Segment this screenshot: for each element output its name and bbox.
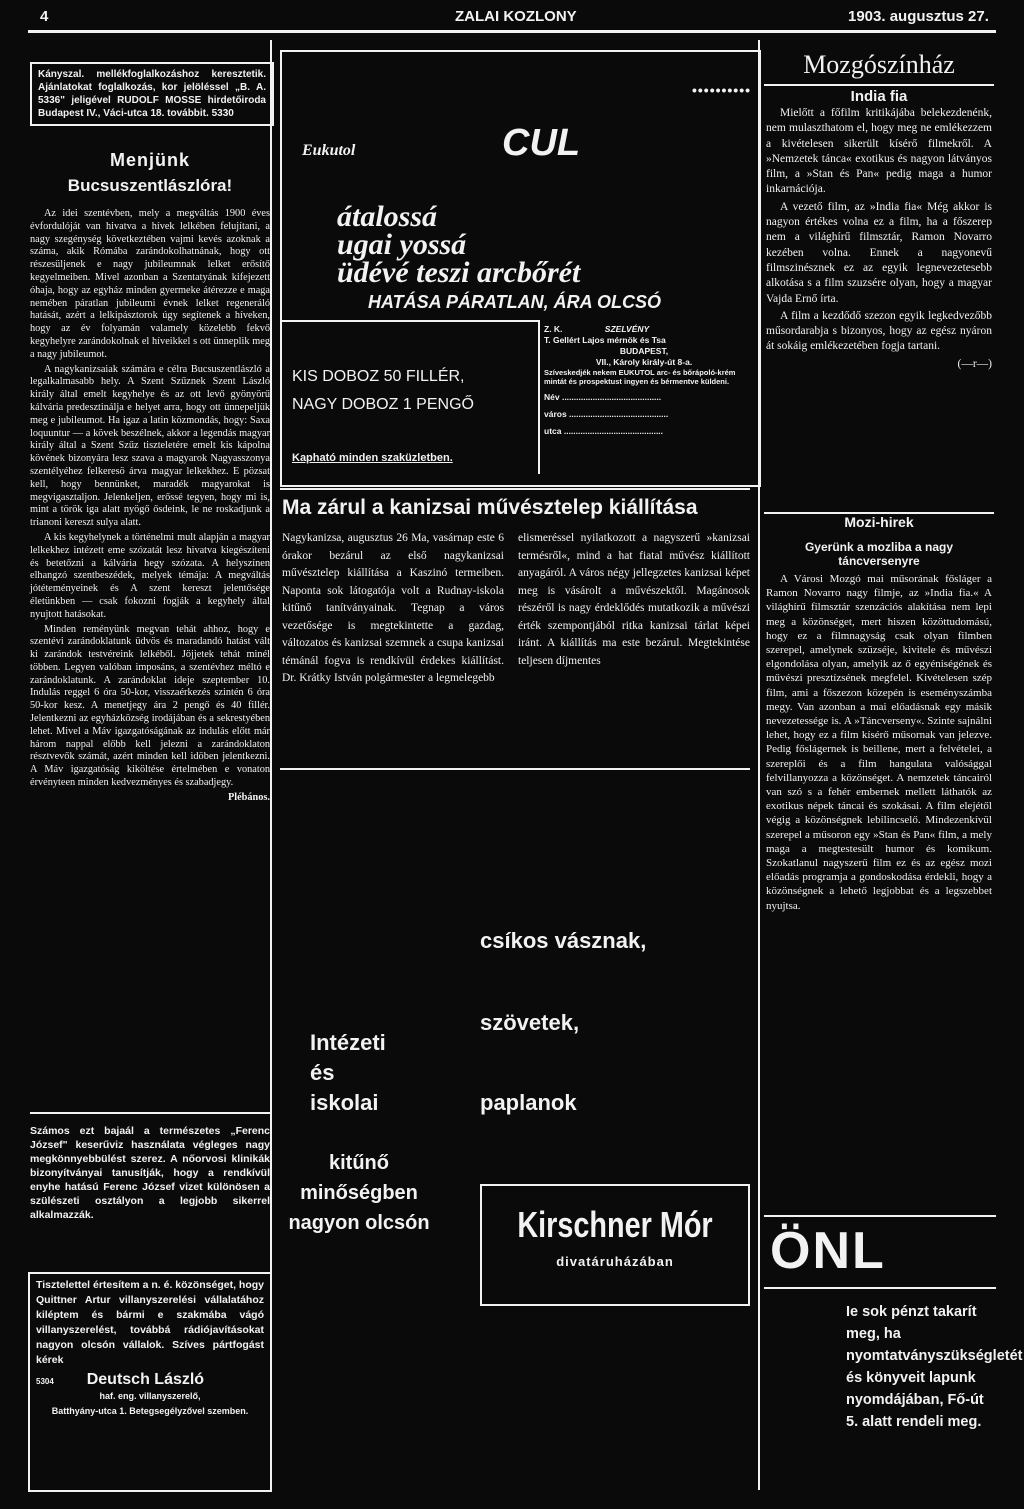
notice-title: Számos ezt bajaál a természetes — [30, 1125, 221, 1137]
article-signature: Plébános. — [227, 791, 270, 803]
review-paragraph: Mielőtt a főfilm kritikájába belekezdenénk, nem mulaszthatom el, hogy meg ne emlékezzem a kivételesen sikerült kísérő filmekről. A »Nemzetek tánca« exotikus és nagyon látványos film, a »Stan és Pan« pedig maga a humor inkarnációja. — [766, 107, 992, 196]
ad-slogan-3: üdévé teszi arcbőrét — [337, 256, 581, 289]
coupon-company: T. Gellért Lajos mérnök és Tsa — [544, 335, 666, 345]
header-rule — [28, 30, 996, 33]
article-paragraph: Minden reményünk megvan tehát ahhoz, hogy e szentévi zarándoklatunk üdvös és maradandó hatást vált ki zarándok testvéreink lelkéből. Jöjjetek tehát minél többen. Legyen valóban imposáns, a szentévhez méltó e zarándoklatunk. A zarándoklat ideje szeptember 10. Indulás reggel 6 óra 50-kor, visszaérkezés szintén 6 óra 50-kor kesz. A menetjegy ára 2 pengő és 40 fillér. Jelentkezni az egyházközség irodájában és a sekrestyében lehet. Mivel a Máv igazgatóságának az indulás előtt már három nappal előbb kell jelezni a zarándoklaton résztvevők számát, azért minden kell idöben jelentkezni. A Máv igazgatóság kiköltése értelmében e vonaton érvényteen minden kedvezményes és szabadjegy. — [30, 623, 270, 789]
article-paragraph: A nagykanizsaiak számára e célra Bucsuszentlászló a legalkalmasabb hely. A Szent Szűznek Szent László király által emelt kegyhelye és az ott levő gyönyörű kálvária predesztinálja e helyet arra, hogy ott ünnepeljük meg e jubileumot. Ha igaz a latin közmondás, hogy: Saxa loquuntur — a kövek beszélnek, akkor a legendás magyar király által a Szent Szűz tiszteletére emelt kis kápolna kövének bizonyára lesz szava a magyarok Nagyasszonya szentélyéhez felkeresö árva magyar lelkekhez. E pözsat kell, hogy bennünket, maradék magyarokat is megvigasztaljon. Jelenkeljen, erőssé tegyen, hogy mi is, mint a török iga alatt nyögő ősdeink, le ne roskadjunk a trianoni kereszt sulya alatt. — [30, 363, 270, 529]
kir-left-3: iskolai — [310, 1090, 379, 1115]
ad-logo: Eukutol — [302, 142, 356, 159]
divider — [30, 1112, 270, 1114]
page-number: 4 — [40, 8, 49, 25]
onl-big-text: ÖNL — [770, 1222, 886, 1280]
divider — [764, 84, 994, 86]
ad-banner: HATÁSA PÁRATLAN, ÁRA OLCSÓ — [368, 292, 661, 312]
kir-quality: kitűnő minőségben nagyon olcsón — [288, 1152, 430, 1234]
ad-slogan-1: átalossá — [337, 200, 438, 233]
coupon-address: VII., Károly király-út 8-a. — [595, 357, 693, 367]
headline-bucsuszentlaszlo: Bucsuszentlászlóra! — [67, 176, 233, 195]
divider — [280, 488, 750, 490]
deutsch-ad-address: Batthyány-utca 1. Betegsegélyzővel szemben. — [51, 1406, 249, 1416]
coupon-name-label: Név — [544, 392, 560, 402]
coupon-description: Szíveskedjék nekem EUKUTOL arc- és bőrápoló-krém mintát és prospektust ingyen és bérmentve küldeni. — [544, 368, 736, 386]
onl-ad — [764, 1215, 1023, 1502]
onl-text: Ie sok pénzt takarít meg, ha nyomtatványszükségletét és könyveit lapunk nyomdájában, Fő-út 5. alatt rendeli meg. — [846, 1304, 1023, 1430]
ferenc-jozsef-notice — [30, 1124, 270, 1222]
divider — [280, 768, 750, 770]
ad-price-box — [282, 320, 540, 474]
ad-stars: •••••••••• — [691, 82, 751, 98]
kir-name-box — [480, 1184, 750, 1306]
column-rule — [758, 40, 760, 1490]
kir-right-1: csíkos vásznak, — [480, 928, 647, 953]
film-title: India fia — [850, 88, 908, 105]
deutsch-ad-title: haf. eng. villanyszerelő, — [99, 1391, 201, 1401]
newspaper-title: ZALAI KOZLONY — [455, 8, 577, 25]
film-review — [766, 106, 992, 372]
kir-right-3: paplanok — [480, 1090, 577, 1115]
ad-price-large: NAGY DOBOZ 1 PENGŐ — [292, 396, 474, 413]
headline-menjunk: Menjünk — [109, 150, 190, 170]
kir-right-2: szövetek, — [480, 1010, 580, 1035]
ad-coupon: Z. K. SZELVÉNY T. Gellért Lajos mérnök és Tsa BUDAPEST, VII., Károly király-út 8-a. Szíveskedjék nekem EUKUTOL arc- és bőrápoló-krém mintát és prospektust ingyen és bérmentve küldeni. Név .......................................... város .......................................... utca .......................................... — [544, 324, 744, 437]
ad-availability: Kapható minden szaküzletben. — [292, 452, 453, 464]
news-subtitle: Gyerünk a mozliba a nagy táncversenyre — [804, 540, 954, 568]
news-title: Mozi-hirek — [844, 514, 914, 530]
issue-date: 1903. augusztus 27. — [848, 8, 989, 25]
kir-name: Kirschner Mór — [517, 1204, 713, 1245]
pilgrimage-article — [30, 208, 270, 805]
column-rule — [270, 40, 272, 1490]
deutsch-ad-number: 5304 — [36, 1377, 54, 1386]
news-body: A Városi Mozgó mai műsorának fősláger a Ramon Novarro nagy filmje, az »India fia.« A világhírű filmsztár szenzációs alakítása nem lepi meg a közönséget, mert hiszen közöttudomású, hogy ez a filmnagyság csak olyan filmben szerepel, amelynek szüzséje, kivitele és művészi elgondolása olyan, amelyik az ő egyéniségének és művészi presztízsének megfelel. Kivételesen szép film, ami a főszezon közepén is eseményszámba megy. Van azonban a mai előadásnak egy másik nevezetessége is. A »Táncverseny«. Szinte sajnálni lehet, hogy ez a film kísérő műsornak van jelezve. Pedig főslágernek is beillene, mert a felvételei, a szereplői és a film hangulata valósággal felvillanyozza a közönséget. A nemzetek táncairól van szó s a fehér embernek mellett láthatók az exotikus népek táncai és szokásai. A film elejétől végig a közönségnek lebilincselő. Mindezenkívül szerepel a műsoron egy »Stan és Pan« film, a mely maga a megtestesült humor és komikum. Szokatlanul nagyszerű film ez és az egész mozi előadás programja a gondoskodása érdekli, hogy a közönségnek a lehető legjobbat és a legszebbet nyujtsa. — [766, 573, 992, 912]
kirschner-ad — [280, 900, 750, 1480]
classified-ad: Kányszal. mellékfoglalkozáshoz keresztetik. Ajánlatokat foglalkozás, kor jelöléssel „B. A. 5336" jeligével RUDOLF MOSSE hirdetőiroda Budapest IV., Váci-utca 18. továbbit. 5330 — [30, 62, 274, 126]
exhibition-article-right: elismeréssel nyilatkozott a nagyszerű »kanizsai termésről«, mind a hat fiatal művész kiállított anyagáról. A város négy jellegzetes kanizsai képet meg is vásárolt a művészektől. Magánosok részéről is nagy érdeklődés mutatkozik a művészi érték szempontjából ritka kanizsai tárlat képei iránt. A kiállítás ma este bezárul. Megtekintése teljesen díjmentes — [518, 532, 750, 667]
coupon-town-label: város — [544, 409, 567, 419]
kir-left-1: Intézeti — [310, 1030, 386, 1055]
coupon-city: BUDAPEST, — [619, 346, 669, 356]
exhibition-article-left: Nagykanizsa, augusztus 26 Ma, vasárnap este 6 órakor bezárul az első nagykanizsai művésztelep kiállítása a Kaszinó termeiben. Naponta sok látogatója volt a Rudnay-iskola kitűnő tanítványainak. Tegnap a város vezetősége is megtekintette a gazdag, változatos és kanizsai szemnek a csupa kanizsai témánál fogva is rendkívül érdekes kiállítást. Dr. Krátky István polgármester a legmelegebb — [282, 532, 504, 684]
cinema-title: Mozgószínház — [803, 50, 955, 79]
coupon-street-label: utca — [544, 426, 562, 436]
coupon-head: Z. K. — [544, 324, 563, 334]
review-paragraph: A film a kezdődő szezon egyik legkedvezőbb műsordarabja s bizonyos, hogy az egész nyáron át sokáig emlékezetében fogja tartani. — [766, 309, 992, 353]
eukutol-ad — [280, 50, 761, 487]
exhibition-headline: Ma zárul a kanizsai művésztelep kiállítása — [282, 496, 698, 519]
kir-left-2: és — [310, 1060, 335, 1085]
ad-slogan-2: ugai yossá — [337, 228, 467, 261]
coupon-label: SZELVÉNY — [604, 324, 650, 334]
article-paragraph: A kis kegyhelynek a történelmi mult alapján a magyar lelkekhez intézett eme szózatát lesz hivatva kiegészíteni és betetőzni a kálvária hegy szózata. A helyszínen elhangzó szentbeszédek, melyek témája: A megváltás jótéteményeinek és A szent kereszt jelentősége életünkben — csak fokozni fogják a kegyhely által nyujtott hatásokat. — [30, 531, 270, 620]
article-paragraph: Az idei szentévben, mely a megváltás 1900 éves évfordulóját van hivatva a hívek lelkében felujítani, a nagy szegénység következtében vajmi kevés azoknak a száma, akik Rómába zarándokolhatnának, hogy ott részesüljenek e nagy jubileumnak lelket erősítő kegyelmeiben. Mivel azonban a Szentatyának kifejezett óhaja, hogy az egyház minden gyermeke átérezze e maga nemében páratlan jubileumi évnek lelket regeneráló hatását, azért a lelkipásztorok úgy segítenek a híveken, hogy az év folyamán valamely közelebb fekvő kegyhelyre zarándokolnak el híveikkel s ott ünneplik meg a nagy jubileumot. — [30, 208, 270, 360]
review-signature: (—r—) — [957, 357, 992, 370]
onl-divider — [764, 1287, 996, 1289]
deutsch-ad-text: Tisztelettel értesítem a n. é. közönséget, hogy Quittner Artur villanyszerelési vállalatához kiléptem és bármi e szakmába vágó villanyszerelést, továbbá rádiójavításokat nagyon olcsón vállalok. Szíves pártfogást kérek — [36, 1279, 264, 1366]
ad-logo-large: CUL — [502, 122, 581, 164]
deutsch-ad — [28, 1272, 272, 1492]
review-paragraph: A vezető film, az »India fia« Még akkor is nagyon értékes volna ez a film, ha a főszerep nem a világhírű filmsztár, Ramon Novarro kezében volna. Ennek a nagyonevű filmszinésznek ez az egyik legnevezetesebb alkotása s a film szuzsére olyan, hogy a magyar Vajda Ernő írta. — [766, 200, 992, 305]
notice-body: „Ferenc József" keserűviz használata végleges nagy megkönnyebbülést szerez. A nőorvosi klinikák bizonyítványai tanusítják, hogy a rendkívül enyhe hatású Ferenc József vizet különösen a szülészeti osztályon a legjobb sikerrel alkalmazzák. — [30, 1125, 271, 1221]
kir-store: divatáruházában — [556, 1254, 674, 1269]
deutsch-ad-name: Deutsch László — [86, 1371, 205, 1388]
ad-price-small: KIS DOBOZ 50 FILLÉR, — [292, 368, 465, 385]
